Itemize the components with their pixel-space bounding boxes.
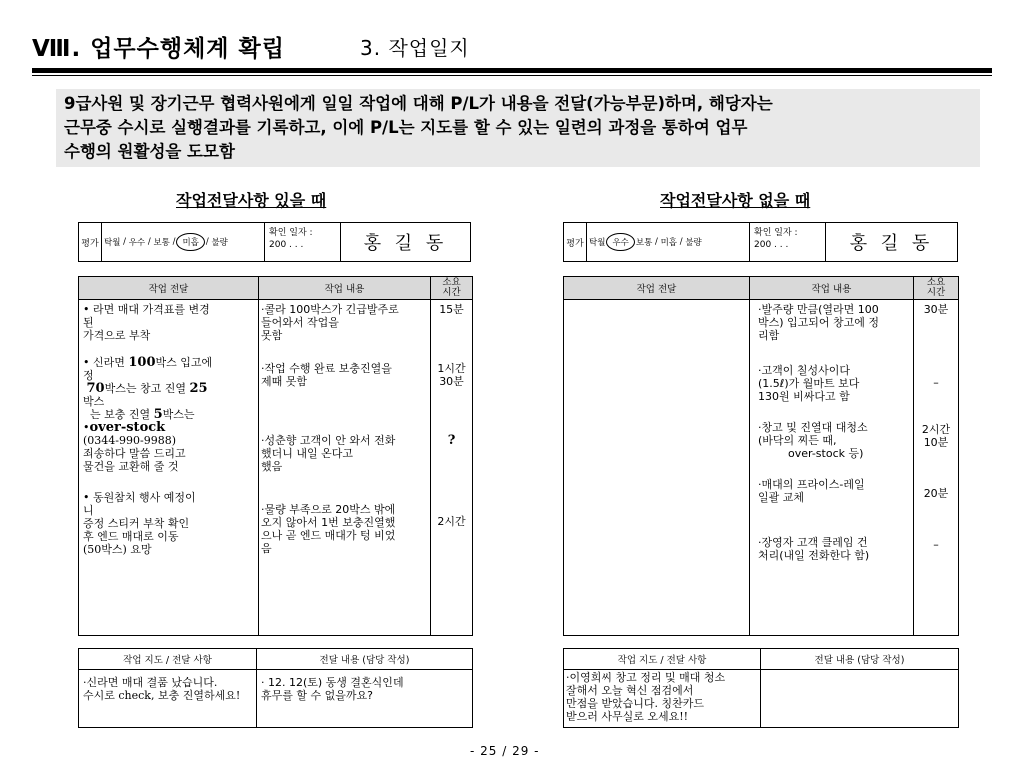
task-line (83, 382, 254, 395)
time-value: 15분 (439, 303, 464, 316)
content-line: 못함 (261, 329, 283, 342)
task-line: 가격으로 부착 (83, 329, 151, 342)
guide-header: 작업 지도 / 전달 사항 (79, 649, 257, 670)
content-line: 했음 (261, 460, 283, 473)
content-line: ·창고 및 진열대 대청소 (758, 421, 868, 434)
summary-line: 9급사원 및 장기근무 협력사원에게 일일 작업에 대해 P/L가 내용을 전달(가능부문)하며, 해당자는 (64, 94, 773, 113)
time-header-line: 시간 (442, 287, 461, 298)
task-line (83, 356, 254, 369)
time-header-line: 소요 (442, 277, 461, 288)
task-text: 박스는 창고 진열 (104, 382, 190, 395)
time-value: 10분 (923, 436, 949, 449)
task-number: 25 (189, 381, 208, 396)
guide-cell (564, 670, 761, 728)
task-column-empty (564, 300, 750, 636)
left-guide-table (78, 648, 473, 728)
eval-option: 보통 (635, 238, 653, 248)
content-line: 리함 (758, 329, 780, 342)
content-column (750, 300, 914, 636)
task-line: • 라면 매대 가격표를 변경 (83, 303, 210, 316)
content-line: 처리(내일 전화한다 함) (758, 549, 870, 562)
task-line: (0344-990-9988) (83, 434, 177, 447)
task-line: 박스 (83, 395, 105, 408)
content-column (259, 300, 431, 636)
time-value: 2시간 (437, 515, 466, 528)
task-number: 100 (128, 355, 156, 370)
content-line: 130원 비싸다고 함 (758, 390, 850, 403)
task-number: 70 (86, 381, 105, 396)
content-line: ·장영자 고객 클레임 건 (758, 536, 868, 549)
content-line: ·성춘향 고객이 안 와서 전화 (261, 434, 396, 447)
col-header-time (914, 277, 959, 300)
guide-line: 수시로 check, 보충 진열하세요! (83, 689, 241, 702)
content-line: ·매대의 프라이스-레일 (758, 478, 865, 491)
task-line: 증정 스티커 부착 확인 (83, 517, 190, 530)
content-line: (1.5ℓ)가 월마트 보다 (758, 377, 860, 390)
content-line: (바닥의 찌든 때, (758, 434, 837, 447)
eval-options (102, 223, 265, 261)
eval-option: 불량 (211, 238, 228, 248)
eval-label: 평가 (79, 223, 102, 261)
page-number: - 25 / 29 - (470, 744, 540, 758)
guide-line: 잘해서 오늘 혁신 점검에서 (566, 684, 694, 697)
summary-box (56, 89, 980, 167)
col-header-time (431, 277, 473, 300)
right-task-table (563, 276, 959, 636)
time-value: ? (447, 433, 456, 448)
guide-cell-empty (761, 670, 959, 728)
eval-option-circled: 미흡 (176, 233, 204, 251)
task-text: 박스는 (162, 408, 195, 421)
eval-name: 홍 길 동 (363, 233, 448, 254)
content-line: 일괄 교체 (758, 491, 805, 504)
task-text: • 신라면 (83, 356, 129, 369)
content-line: 오지 않아서 1번 보충진열했 (261, 516, 396, 529)
summary-line: 근무중 수시로 실행결과를 기록하고, 이에 P/L는 지도를 할 수 있는 일련의 과정을 통하여 업무 (64, 118, 748, 137)
guide-header: 전달 내용 (담당 작성) (761, 649, 959, 670)
eval-option-circled: 우수 (606, 233, 634, 251)
eval-sep: / (172, 237, 176, 247)
eval-sep: / (655, 237, 658, 247)
time-value: – (933, 376, 939, 389)
left-eval-box (78, 222, 471, 262)
guide-line: 만점을 받았습니다. 칭찬카드 (566, 697, 705, 710)
content-line: 음 (261, 542, 272, 555)
task-column (79, 300, 259, 636)
task-line: 니 (83, 504, 94, 517)
col-header-task: 작업 전달 (79, 277, 259, 300)
guide-header: 전달 내용 (담당 작성) (257, 649, 473, 670)
col-header-content: 작업 내용 (750, 277, 914, 300)
time-header-line: 소요 (926, 277, 946, 288)
eval-option: 탁월 (104, 238, 121, 248)
time-value: 1시간 (437, 362, 466, 375)
task-number: 5 (153, 407, 163, 422)
left-section-title: 작업전달사항 있을 때 (176, 191, 327, 210)
right-guide-table (563, 648, 959, 728)
content-line: 했더니 내일 온다고 (261, 447, 354, 460)
content-line: ·물량 부족으로 20박스 밖에 (261, 503, 396, 516)
guide-line: 받으러 사무실로 오세요!! (566, 710, 689, 723)
page-title: Ⅷ. 업무수행체계 확립 (32, 36, 285, 62)
task-line: 죄송하다 말씀 드리고 (83, 447, 186, 460)
task-line: 물건을 교환해 줄 것 (83, 460, 179, 473)
task-overstock: over-stock (89, 420, 166, 435)
content-line: ·작업 수행 완료 보충진열을 (261, 362, 392, 375)
date-label: 확인 일자 : (269, 228, 313, 238)
eval-name: 홍 길 동 (849, 233, 934, 254)
eval-sep: / (147, 237, 151, 247)
eval-option: 우수 (128, 238, 146, 248)
time-value: 20분 (923, 487, 949, 500)
time-value: 2시간 (921, 423, 951, 436)
task-line: (50박스) 요망 (83, 543, 152, 556)
content-line: 들어와서 작업을 (261, 316, 339, 329)
eval-sep: / (123, 237, 127, 247)
date-value: 200 . . . (754, 240, 789, 250)
eval-option: 탁월 (589, 238, 606, 248)
right-eval-box (563, 222, 958, 262)
col-header-task: 작업 전달 (564, 277, 750, 300)
date-label: 확인 일자 : (754, 228, 798, 238)
task-line: 된 (83, 316, 94, 329)
eval-label: 평가 (564, 223, 587, 261)
time-column (431, 300, 473, 636)
section-title: 3. 작업일지 (360, 36, 470, 60)
guide-line: · 12. 12(토) 동생 결혼식인데 (261, 676, 404, 689)
right-section-title: 작업전달사항 없을 때 (660, 191, 811, 210)
time-value: 30분 (923, 303, 949, 316)
header-rule-thin (32, 75, 992, 76)
col-header-content: 작업 내용 (259, 277, 431, 300)
time-column (914, 300, 959, 636)
eval-options (587, 223, 750, 261)
task-text: 는 보충 진열 (90, 408, 154, 421)
guide-cell (79, 670, 257, 728)
eval-sep: / (679, 237, 683, 247)
time-value: 30분 (439, 375, 464, 388)
eval-option: 불량 (685, 238, 702, 248)
content-line: ·고객이 칠성사이다 (758, 364, 851, 377)
eval-sep: / (205, 237, 209, 247)
content-line: 으나 곧 엔드 매대가 텅 비었 (261, 529, 396, 542)
content-line: over-stock 등) (788, 447, 864, 460)
task-text: 박스 입고에 (155, 356, 213, 369)
left-task-table (78, 276, 473, 636)
date-value: 200 . . . (269, 240, 304, 250)
content-line: 박스) 입고되어 창고에 정 (758, 316, 880, 329)
guide-line: ·신라면 매대 결품 났습니다. (83, 676, 218, 689)
task-line: 후 엔드 매대로 이동 (83, 530, 179, 543)
content-line: ·발주량 만큼(열라면 100 (758, 303, 879, 316)
eval-option: 보통 (153, 238, 170, 248)
content-line: 제때 못함 (261, 375, 308, 388)
guide-line: ·이영희씨 창고 정리 및 매대 청소 (566, 671, 726, 684)
task-line: 정 (83, 369, 94, 382)
guide-cell (257, 670, 473, 728)
content-line: ·콜라 100박스가 긴급발주로 (261, 303, 399, 316)
guide-header: 작업 지도 / 전달 사항 (564, 649, 761, 670)
time-header-line: 시간 (926, 287, 946, 298)
guide-line: 휴무를 할 수 없을까요? (261, 689, 373, 702)
time-value: – (933, 538, 939, 551)
eval-date (750, 223, 826, 261)
task-line: • 동원참치 행사 예정이 (83, 491, 196, 504)
summary-line: 수행의 원활성을 도모함 (64, 142, 235, 161)
header-rule-thick (32, 68, 992, 73)
task-line: •over-stock (83, 420, 166, 435)
eval-option: 미흡 (660, 238, 678, 248)
eval-date (265, 223, 341, 261)
